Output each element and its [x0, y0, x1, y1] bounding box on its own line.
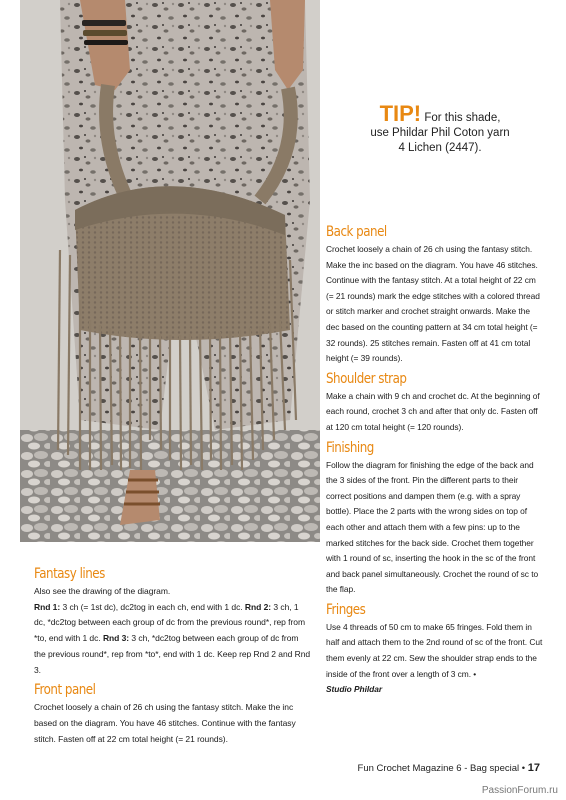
rnd2-text: 3 ch, 1 dc, *dc2tog between each group of dc from the previous round*, rep from *to, end with 1 dc.: [34, 601, 305, 644]
bag-photo: [20, 0, 320, 542]
front-panel-text: Crochet loosely a chain of 26 ch using the fantasy stitch. Make the inc based on the diagram. You have 46 stitches. Continue with the fantasy stitch. Fasten off at 22 cm total height (= 21 rounds).: [34, 702, 296, 744]
rnd1-label: Rnd 1:: [34, 601, 61, 612]
finishing-heading: Finishing: [326, 439, 374, 456]
front-panel-section: [34, 680, 312, 747]
back-panel-section: [326, 222, 544, 367]
finishing-text: Follow the diagram for finishing the edge of the back and the 3 sides of the front. Pin the different parts to their correct positions and dampen them (e.g. with a spray bottle). Place the 2 parts with the wrong sides on top of each other and attach them with a few pins: up to the marked stitches for the back side. Crochet them together with 1 round of sc, inserting the hook in the sc of the front and back panel simultaneously. Crochet the round of sc to the flap.: [326, 459, 539, 595]
rnd3-label: Rnd 3:: [102, 633, 130, 644]
tip-line-1: For this shade,: [424, 112, 501, 124]
page-number: 17: [527, 762, 540, 774]
front-panel-heading: Front panel: [34, 682, 96, 699]
rnd2-label: Rnd 2:: [244, 601, 272, 612]
shoulder-strap-text: Make a chain with 9 ch and crochet dc. At the beginning of each round, crochet 3 ch and after that only dc. Fasten off at 120 cm total height (= 120 rounds).: [326, 390, 540, 432]
rnd1-text: 3 ch (= 1st dc), dc2tog in each ch, end with 1 dc.: [60, 601, 245, 612]
back-panel-text: Crochet loosely a chain of 26 ch using the fantasy stitch. Make the inc based on the diagram. You have 46 stitches. Continue with the fantasy stitch. At a total height of 22 cm (= 21 rounds) mark the edge stitches with a colored thread or stitch marker and crochet straight onwards. Make the dec based on the counting pattern at 34 cm total height (= 32 rounds). 25 stitches remain. Fasten off at 41 cm total height (= 39 rounds).: [326, 244, 540, 364]
tip-box: [340, 101, 540, 156]
fringes-text: Use 4 threads of 50 cm to make 65 fringes. Fold them in half and attach them to the 2nd round of sc of the front. Cut them evenly at 22 cm. Sew the shoulder strap ends to the inside of the front over a length of 3 cm. •: [326, 621, 543, 679]
tip-line-3: 4 Lichen (2447).: [398, 142, 482, 154]
fantasy-lines-section: [34, 564, 312, 678]
shoulder-strap-heading: Shoulder strap: [326, 370, 407, 387]
finishing-section: [326, 438, 544, 598]
page-footer: [0, 762, 540, 774]
rnd3-text: 3 ch, *dc2tog between each group of dc from the previous round*, rep from *to*, end with 1 dc. Keep rep Rnd 2 and Rnd 3.: [34, 633, 311, 675]
tip-line-2: use Phildar Phil Coton yarn: [370, 127, 510, 139]
fringes-heading: Fringes: [326, 601, 366, 618]
back-panel-heading: Back panel: [326, 224, 387, 240]
fantasy-lines-heading: Fantasy lines: [34, 566, 105, 582]
footer-bullet: •: [521, 763, 526, 774]
magazine-name: Fun Crochet Magazine 6 - Bag special: [357, 763, 520, 774]
tip-heading: TIP!: [379, 101, 422, 126]
left-column: [34, 564, 312, 749]
fringes-section: [326, 600, 544, 698]
watermark: PassionForum.ru: [481, 785, 558, 796]
right-column: [326, 222, 544, 700]
shoulder-strap-section: [326, 369, 544, 436]
fantasy-lines-intro: Also see the drawing of the diagram.: [34, 586, 171, 596]
fantasy-lines-rounds: [34, 600, 312, 679]
signature: Studio Phildar: [326, 684, 383, 695]
